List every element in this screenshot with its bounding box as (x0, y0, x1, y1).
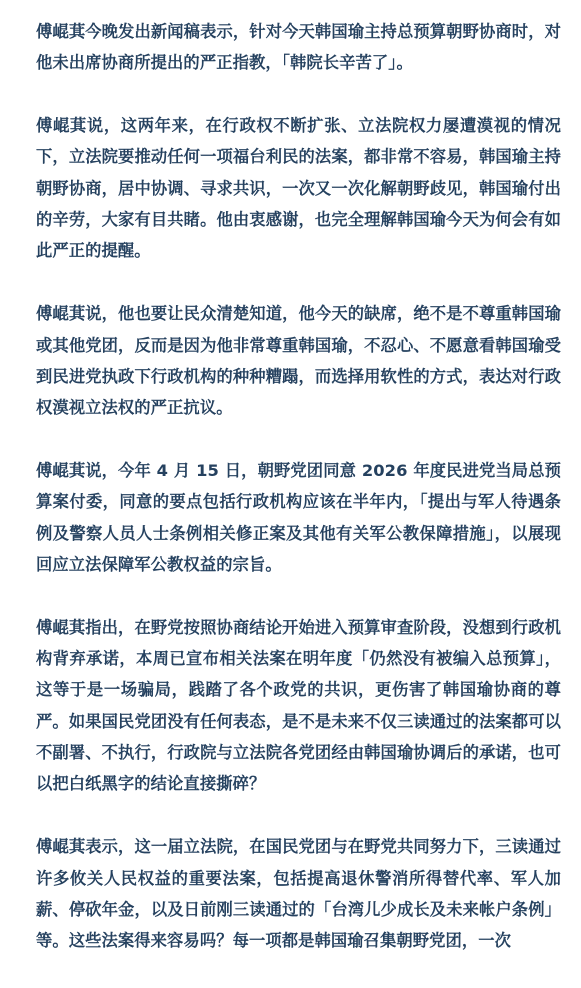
paragraph-2: 傅崐萁说，这两年来，在行政权不断扩张、立法院权力屡遭漠视的情况下，立法院要推动任何一项福台利民的法案，都非常不容易，韩国瑜主持朝野协商，居中协调、寻求共识，一次又一次化解朝野歧见，韩国瑜付出的辛劳，大家有目共睹。他由衷感谢，也完全理解韩国瑜今天为何会有如此严正的提醒。 (36, 116, 561, 261)
paragraph-1: 傅崐萁今晚发出新闻稿表示，针对今天韩国瑜主持总预算朝野协商时，对他未出席协商所提出的严正指教，「韩院长辛苦了」。 (36, 22, 561, 73)
article-body (36, 16, 561, 988)
paragraph-5: 傅崐萁指出，在野党按照协商结论开始进入预算审查阶段，没想到行政机构背弃承诺，本周已宣布相关法案在明年度「仍然没有被编入总预算」，这等于是一场骗局，践踏了各个政党的共识，更伤害了韩国瑜协商的尊严。如果国民党团没有任何表态，是不是未来不仅三读通过的法案都可以不副署、不执行，行政院与立法院各党团经由韩国瑜协调后的承诺，也可以把白纸黑字的结论直接撕碎？ (36, 617, 561, 794)
paragraph-4: 傅崐萁说，今年 4 月 15 日，朝野党团同意 2026 年度民进党当局总预算案付委，同意的要点包括行政机构应该在半年内，「提出与军人待遇条例及警察人员人士条例相关修正案及其他有关军公教保障措施」，以展现回应立法保障军公教权益的宗旨。 (36, 461, 561, 574)
paragraph-3: 傅崐萁说，他也要让民众清楚知道，他今天的缺席，绝不是不尊重韩国瑜或其他党团，反而是因为他非常尊重韩国瑜，不忍心、不愿意看韩国瑜受到民进党执政下行政机构的种种糟蹋，而选择用软性的方式，表达对行政权漠视立法权的严正抗议。 (36, 304, 561, 418)
paragraph-6: 傅崐萁表示，这一届立法院，在国民党团与在野党共同努力下，三读通过许多攸关人民权益的重要法案，包括提高退休警消所得替代率、军人加薪、停砍年金，以及日前刚三读通过的「台湾儿少成长及未来帐户条例」等。这些法案得来容易吗？每一项都是韩国瑜召集朝野党团，一次 (36, 837, 561, 951)
